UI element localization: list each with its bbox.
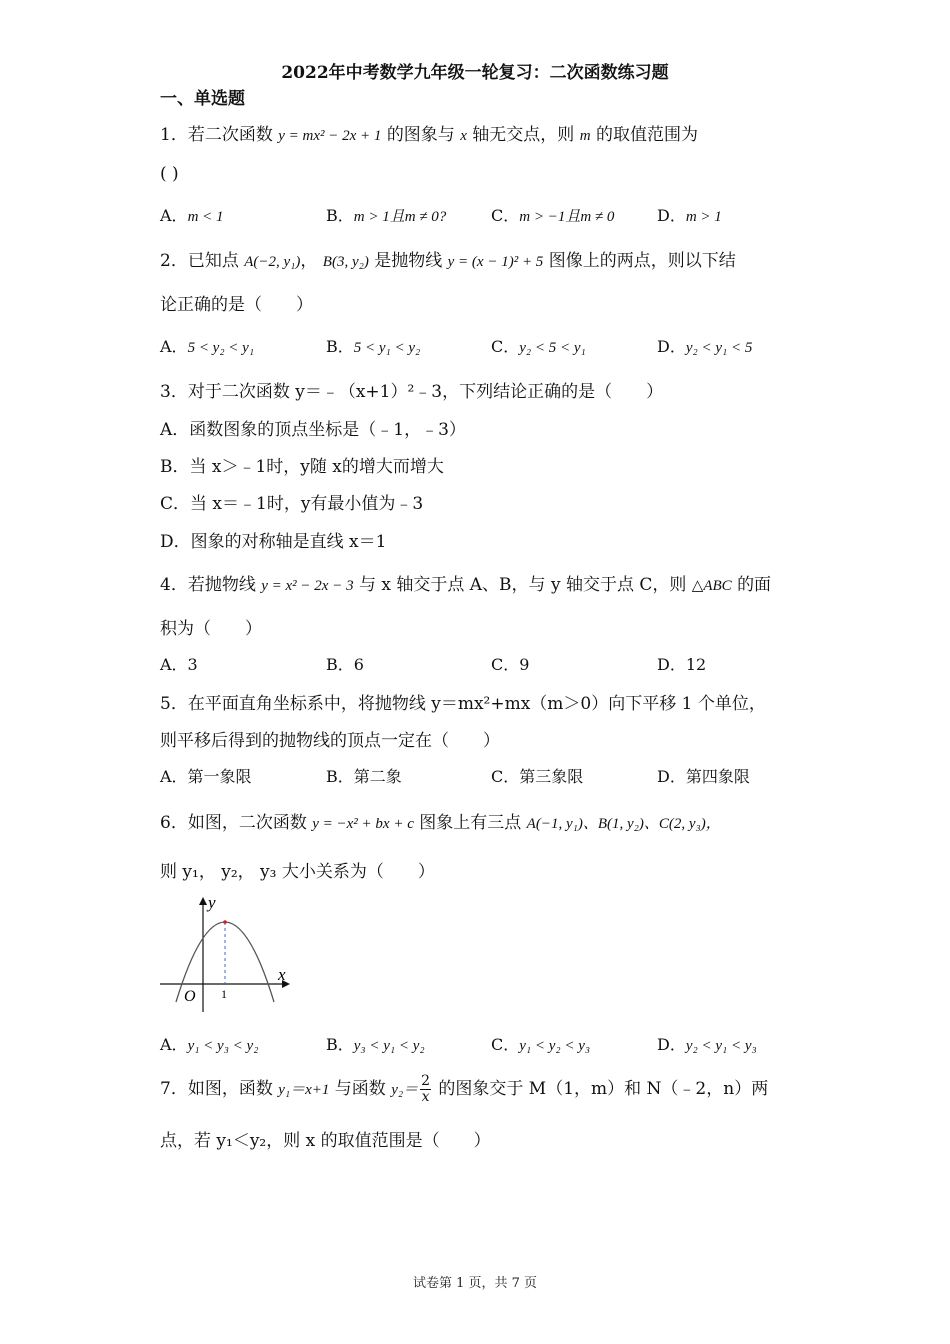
- q4-option-b[interactable]: B．6: [326, 655, 364, 674]
- q3-option-d[interactable]: D．图象的对称轴是直线 x＝1: [160, 532, 387, 552]
- q4-option-d[interactable]: D．12: [657, 655, 707, 674]
- question-5-line2: 则平移后得到的抛物线的顶点一定在（ ）: [160, 731, 500, 751]
- question-3-stem: 3．对于二次函数 y＝﹣（x+1）²﹣3，下列结论正确的是（ ）: [160, 382, 664, 402]
- q2-option-a[interactable]: A．5 < y₂ < y₁: [160, 337, 255, 356]
- origin-label: O: [184, 988, 196, 1005]
- page-title: 2022年中考数学九年级一轮复习：二次函数练习题: [281, 63, 669, 83]
- q6-option-c[interactable]: C．y₁ < y₂ < y₃: [491, 1035, 591, 1054]
- question-4-stem: 4．若抛物线 y = x² − 2x − 3 与 x 轴交于点 A、B，与 y 轴交于点 C，则 △ABC 的面: [160, 575, 772, 595]
- page-footer: 试卷第 1 页，共 7 页: [412, 1276, 538, 1291]
- section-heading: 一、单选题: [160, 89, 245, 109]
- q1-option-b[interactable]: B．m > 1且m ≠ 0?: [326, 206, 447, 225]
- q1-option-d[interactable]: D．m > 1: [657, 206, 722, 225]
- x-axis-label: x: [278, 965, 286, 984]
- q6-option-a[interactable]: A．y₁ < y₃ < y₂: [160, 1035, 259, 1054]
- q5-option-c[interactable]: C．第三象限: [491, 767, 584, 786]
- fraction: $\frac{2}{x}$: [421, 1073, 430, 1105]
- q6-option-d[interactable]: D．y₂ < y₁ < y₃: [657, 1035, 757, 1054]
- y-axis-label: y: [208, 893, 216, 912]
- q1-option-c[interactable]: C．m > −1且m ≠ 0: [491, 206, 615, 225]
- q3-option-c[interactable]: C．当 x＝﹣1时，y有最小值为﹣3: [160, 494, 424, 514]
- q2-option-c[interactable]: C．y₂ < 5 < y₁: [491, 337, 586, 356]
- question-1-stem: 1．若二次函数 y = mx² − 2x + 1 的图象与 x 轴无交点，则 m 的取值范围为: [160, 125, 698, 145]
- q2-option-d[interactable]: D．y₂ < y₁ < 5: [657, 337, 753, 356]
- question-1-paren: ( ): [160, 164, 179, 184]
- q2-option-b[interactable]: B．5 < y₁ < y₂: [326, 337, 421, 356]
- question-2-stem: 2．已知点 A(−2, y₁)， B(3, y₂) 是抛物线 y = (x − 1)² + 5 图像上的两点，则以下结: [160, 251, 736, 271]
- q5-option-d[interactable]: D．第四象限: [657, 767, 750, 786]
- vertex-point: [223, 920, 227, 924]
- question-7-line2: 点，若 y₁＜y₂，则 x 的取值范围是（ ）: [160, 1131, 491, 1151]
- q3-option-a[interactable]: A．函数图象的顶点坐标是（﹣1，﹣3）: [160, 420, 466, 440]
- q1-option-a[interactable]: A．m < 1: [160, 206, 224, 225]
- q4-option-a[interactable]: A．3: [160, 655, 198, 674]
- q5-option-b[interactable]: B．第二象: [326, 767, 402, 786]
- q3-option-b[interactable]: B．当 x＞﹣1时，y随 x的增大而增大: [160, 457, 444, 477]
- question-5-line1: 5．在平面直角坐标系中，将抛物线 y＝mx²+mx（m＞0）向下平移 1 个单位，: [160, 694, 766, 714]
- question-7-stem: 7．如图，函数 y₁＝x+1 与函数 y₂＝ $\frac{2}{x}$ 的图象交于 M（1，m）和 N（﹣2，n）两: [160, 1073, 769, 1105]
- tick-label: 1: [221, 987, 227, 1001]
- q6-option-b[interactable]: B．y₃ < y₁ < y₂: [326, 1035, 425, 1054]
- question-4-line2: 积为（ ）: [160, 619, 262, 639]
- q4-option-c[interactable]: C．9: [491, 655, 530, 674]
- question-6-line2: 则 y₁， y₂， y₃ 大小关系为（ ）: [160, 862, 435, 882]
- parabola-graph: [156, 892, 296, 1022]
- q1-expression: y = mx² − 2x + 1: [278, 128, 382, 144]
- y-axis-arrow: [199, 897, 207, 905]
- question-2-line2: 论正确的是（ ）: [160, 295, 313, 315]
- question-6-stem: 6．如图，二次函数 y = −x² + bx + c 图象上有三点 A(−1, y₁)、B(1, y₂)、C(2, y₃)，: [160, 813, 721, 833]
- q5-option-a[interactable]: A．第一象限: [160, 767, 252, 786]
